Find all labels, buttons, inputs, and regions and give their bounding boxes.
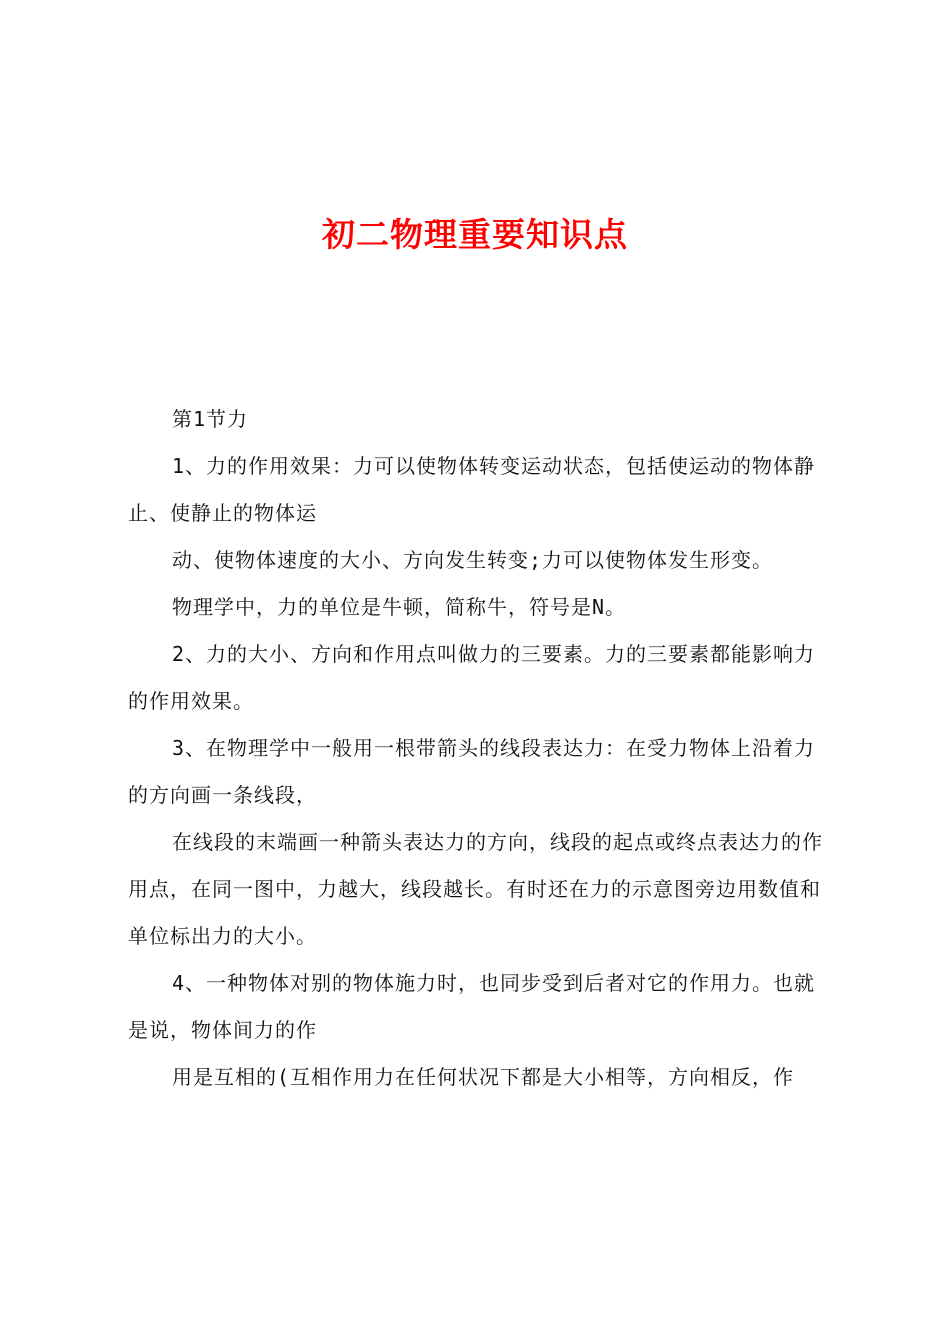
paragraph: 3、在物理学中一般用一根带箭头的线段表达力：在受力物体上沿着力的方向画一条线段， [128,736,816,807]
paragraph: 4、一种物体对别的物体施力时，也同步受到后者对它的作用力。也就是说，物体间力的作 [128,971,816,1042]
paragraph: 在线段的末端画一种箭头表达力的方向，线段的起点或终点表达力的作用点，在同一图中，力越大，线段越长。有时还在力的示意图旁边用数值和单位标出力的大小。 [128,830,823,948]
document-title: 初二物理重要知识点 [322,215,628,254]
paragraph: 用是互相的(互相作用力在任何状况下都是大小相等，方向相反，作 [172,1065,795,1089]
paragraph: 物理学中，力的单位是牛顿，简称牛，符号是N。 [172,595,627,619]
section-heading: 第1节力 [172,407,249,431]
paragraph: 2、力的大小、方向和作用点叫做力的三要素。力的三要素都能影响力的作用效果。 [128,642,816,713]
paragraph: 动、使物体速度的大小、方向发生转变;力可以使物体发生形变。 [172,548,774,572]
document-body [128,396,832,1101]
paragraph: 1、力的作用效果：力可以使物体转变运动状态，包括使运动的物体静止、使静止的物体运 [128,454,816,525]
